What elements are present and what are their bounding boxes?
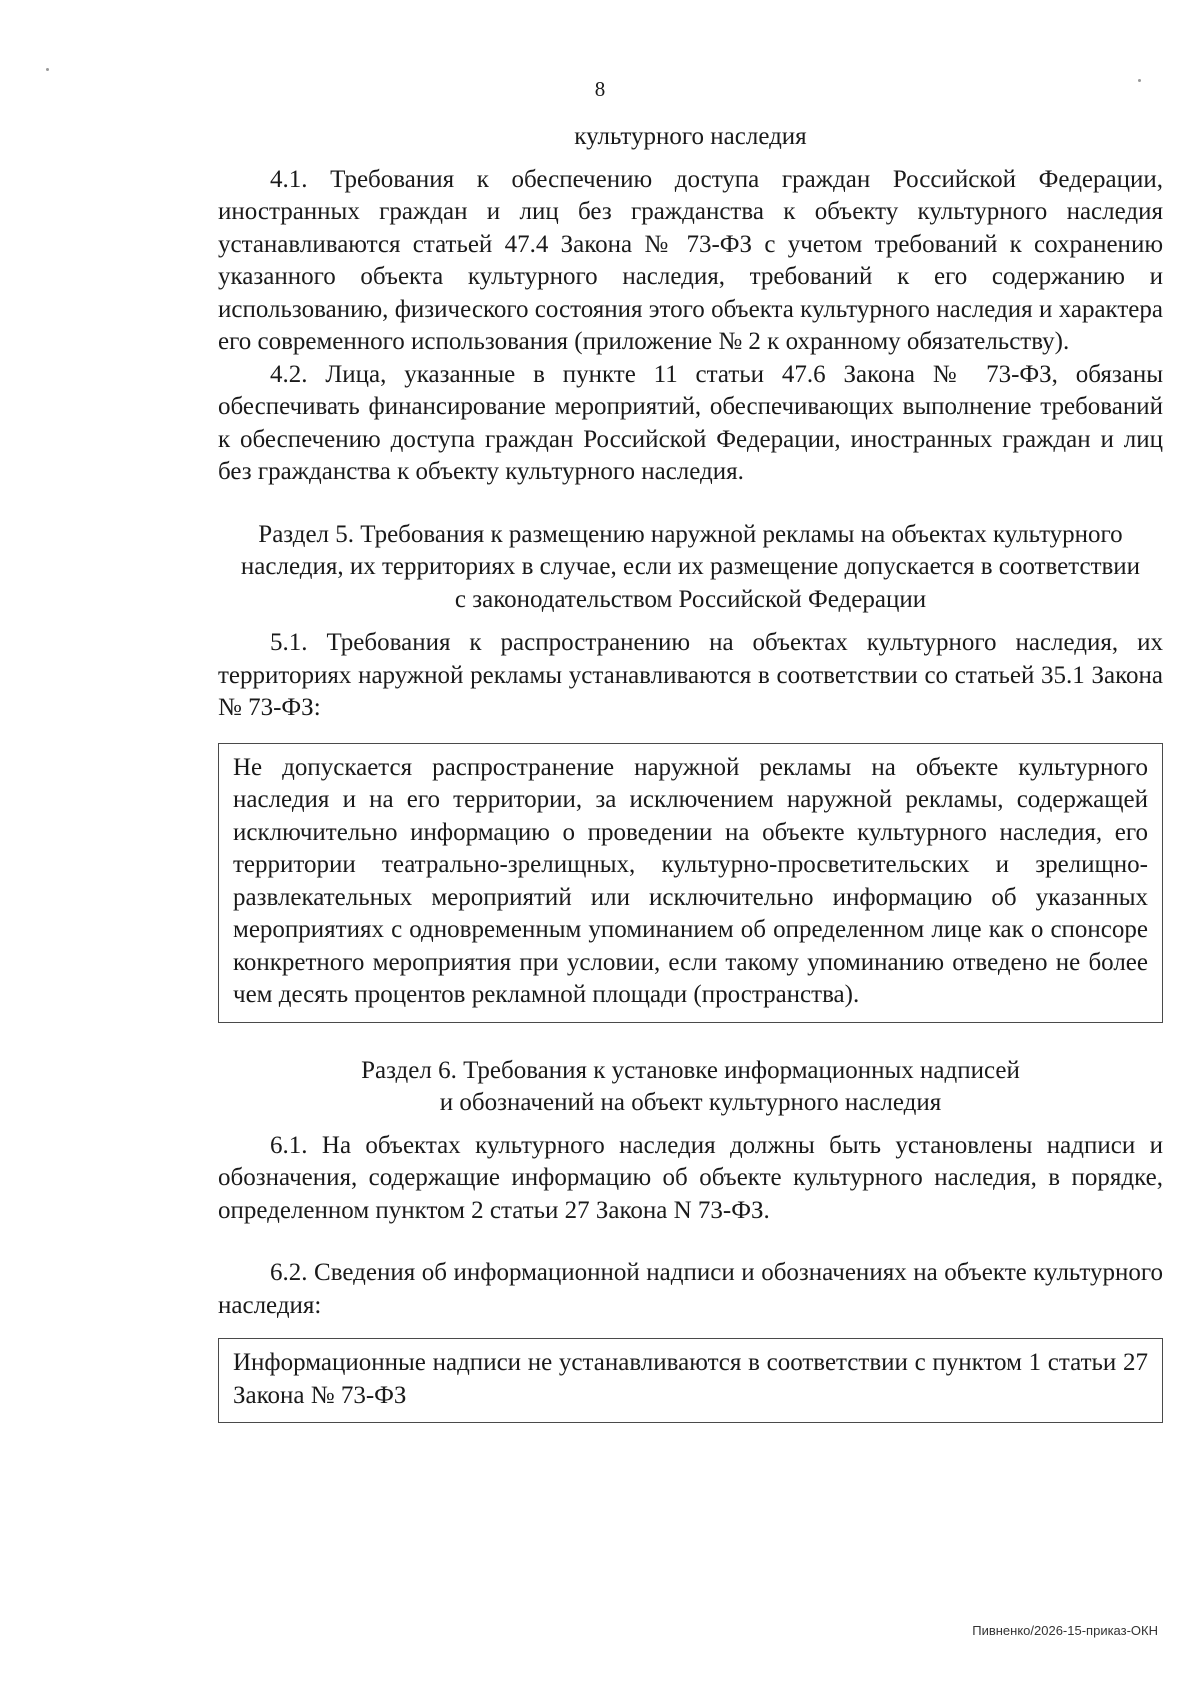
section-5-heading: Раздел 5. Требования к размещению наружной рекламы на объектах культурного наследия, их территориях в случае, если их размещение допускается в соответствии с законодательством Российской Федерации (240, 520, 1141, 613)
section-6-heading-line-1: Раздел 6. Требования к установке информационных надписей (361, 1056, 1020, 1084)
paragraph-6-1: 6.1. На объектах культурного наследия должны быть установлены надписи и обозначения, содержащие информацию об объекте культурного наследия, в порядке, определенном пунктом 2 статьи 27 Закона N 73-ФЗ. (218, 1131, 1163, 1224)
section-5-quote-box: Не допускается распространение наружной рекламы на объекте культурного наследия и на его территории, за исключением наружной рекламы, содержащей исключительно информацию о проведении на объекте культурного наследия, его территории театрально-зрелищных, культурно-просветительских и зрелищно-развлекательных мероприятий или исключительно информацию об указанных мероприятиях с одновременным упоминанием об определенном лице как о спонсоре конкретного мероприятия при условии, если такому упоминанию отведено не более чем десять процентов рекламной площади (пространства). (218, 743, 1163, 1023)
page-number: 8 (594, 77, 606, 101)
document-footer-code: Пивненко/2026-15-приказ-ОКН (972, 1623, 1158, 1638)
section-6-heading-line-2: и обозначений на объект культурного наследия (439, 1089, 942, 1116)
paragraph-4-2: 4.2. Лица, указанные в пункте 11 статьи 47.6 Закона № 73-ФЗ, обязаны обеспечивать финансирование мероприятий, обеспечивающих выполнение требований к обеспечению доступа граждан Российской Федерации, иностранных граждан и лиц без гражданства к объекту культурного наследия. (218, 360, 1163, 485)
section-6-heading (241, 1055, 1141, 1120)
paragraph-5-1: 5.1. Требования к распространению на объектах культурного наследия, их территориях наружной рекламы устанавливаются в соответствии со статьей 35.1 Закона № 73-ФЗ: (218, 629, 1163, 721)
scan-speck (46, 68, 49, 71)
section-6-quote-box: Информационные надписи не устанавливаются в соответствии с пунктом 1 статьи 27 Закона № 73-ФЗ (218, 1338, 1163, 1423)
paragraph-4-1: 4.1. Требования к обеспечению доступа граждан Российской Федерации, иностранных граждан и лиц без гражданства к объекту культурного наследия устанавливаются статьей 47.4 Закона № 73-ФЗ с учетом требований к сохранению указанного объекта культурного наследия, требований к его содержанию и использованию, физического состояния этого объекта культурного наследия и характера его современного использования (приложение № 2 к охранному обязательству). (218, 165, 1163, 355)
continued-section-heading: культурного наследия (574, 123, 807, 150)
document-body (218, 121, 1163, 1455)
paragraph-6-2: 6.2. Сведения об информационной надписи и обозначениях на объекте культурного наследия: (218, 1259, 1163, 1319)
